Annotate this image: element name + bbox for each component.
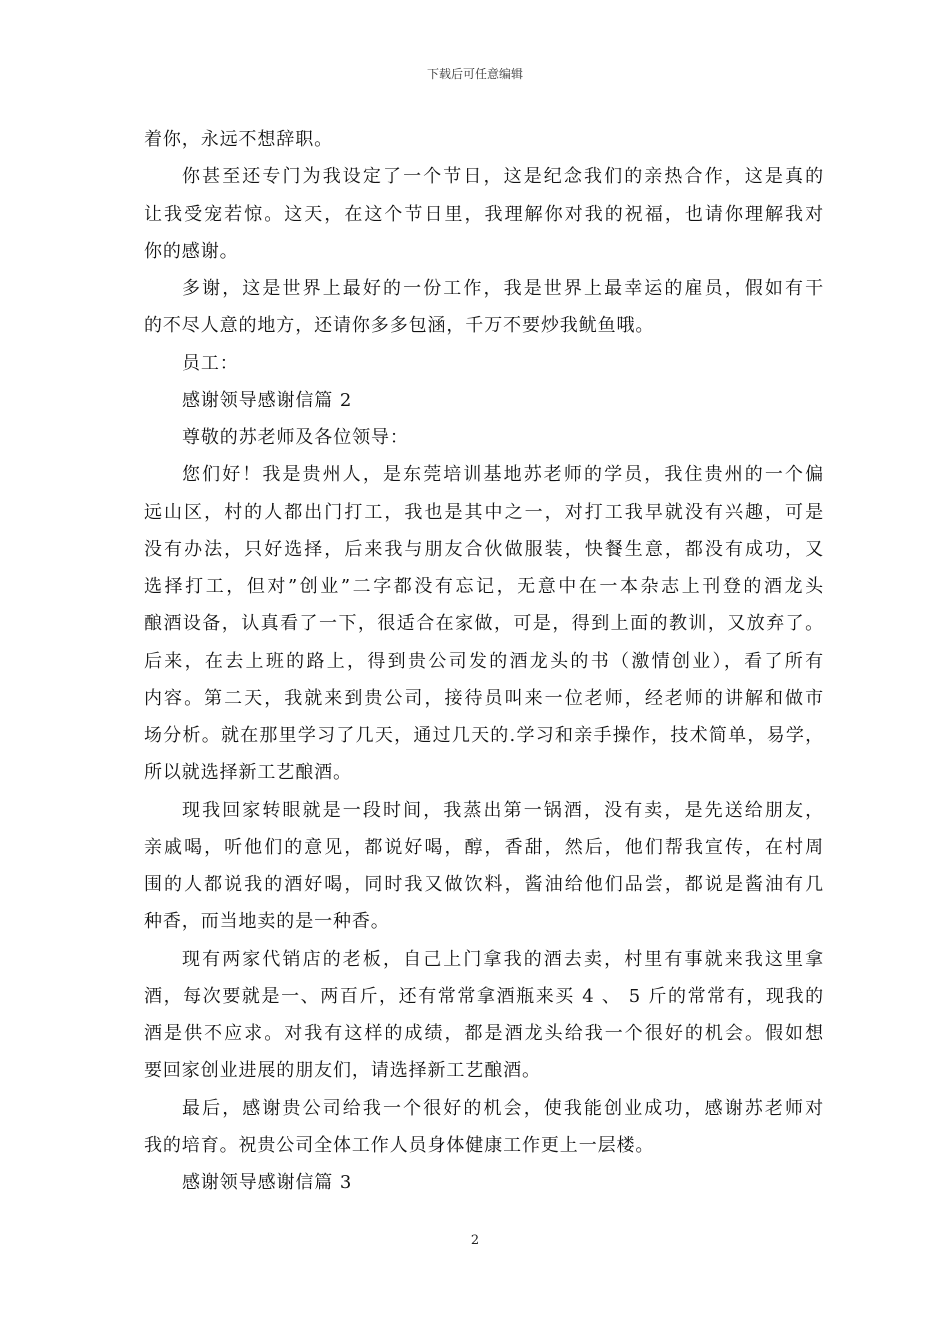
text-line: 你的感谢。	[144, 240, 239, 262]
text-line: 酒，每次要就是一、两百斤，还有常常拿酒瓶来买 4 、 5 斤的常常有，现我的	[144, 985, 824, 1007]
text-line: 你甚至还专门为我设定了一个节日，这是纪念我们的亲热合作，这是真的	[182, 166, 824, 188]
text-line: 我的培育。祝贵公司全体工作人员身体健康工作更上一层楼。	[144, 1134, 655, 1156]
text-line: 的不尽人意的地方，还请你多多包涵，千万不要炒我鱿鱼哦。	[144, 315, 655, 337]
section-heading: 感谢领导感谢信篇 3	[182, 1172, 353, 1193]
page-number: 2	[470, 1233, 480, 1248]
text-line: 亲戚喝，听他们的意见，都说好喝，醇，香甜，然后，他们帮我宣传，在村周	[144, 836, 824, 858]
text-line: 酒是供不应求。对我有这样的成绩，都是酒龙头给我一个很好的机会。假如想	[144, 1023, 824, 1044]
salutation: 尊敬的苏老师及各位领导：	[182, 427, 409, 448]
text-line: 酿酒设备，认真看了一下，很适合在家做，可是，得到上面的教训，又放弃了。	[144, 613, 824, 635]
text-line: 选择打工，但对”创业”二字都没有忘记，无意中在一本杂志上刊登的酒龙头	[144, 576, 824, 597]
text-line: 种香，而当地卖的是一种香。	[144, 911, 390, 933]
text-line: 员工：	[182, 352, 239, 374]
text-line: 所以就选择新工艺酿酒。	[144, 762, 352, 784]
text-line: 您们好！我是贵州人，是东莞培训基地苏老师的学员，我住贵州的一个偏	[182, 464, 824, 486]
text-line: 场分析。就在那里学习了几天，通过几天的.学习和亲手操作，技术简单，易学，	[144, 725, 824, 746]
section-heading: 感谢领导感谢信篇 2	[182, 389, 353, 411]
text-line: 现有两家代销店的老板，自己上门拿我的酒去卖，村里有事就来我这里拿	[182, 948, 824, 970]
text-line: 内容。第二天，我就来到贵公司，接待员叫来一位老师，经老师的讲解和做市	[144, 687, 824, 709]
text-line: 多谢，这是世界上最好的一份工作，我是世界上最幸运的雇员，假如有干	[182, 278, 824, 299]
document-body	[144, 121, 824, 1201]
text-line: 现我回家转眼就是一段时间，我蒸出第一锅酒，没有卖，是先送给朋友，	[182, 799, 824, 821]
text-line: 最后，感谢贵公司给我一个很好的机会，使我能创业成功，感谢苏老师对	[182, 1097, 824, 1119]
page-header: 下载后可任意编辑	[426, 67, 523, 81]
text-line: 没有办法，只好选择，后来我与朋友合伙做服装，快餐生意，都没有成功，又	[144, 538, 824, 560]
text-line: 让我受宠若惊。这天，在这个节日里，我理解你对我的祝福，也请你理解我对	[144, 203, 824, 225]
text-line: 后来，在去上班的路上，得到贵公司发的酒龙头的书（激情创业），看了所有	[144, 650, 824, 672]
text-line: 着你，永远不想辞职。	[144, 129, 333, 150]
text-line: 围的人都说我的酒好喝，同时我又做饮料，酱油给他们品尝，都说是酱油有几	[144, 874, 824, 895]
text-line: 远山区，村的人都出门打工，我也是其中之一，对打工我早就没有兴趣，可是	[144, 501, 824, 523]
text-line: 要回家创业进展的朋友们，请选择新工艺酿酒。	[144, 1060, 541, 1082]
